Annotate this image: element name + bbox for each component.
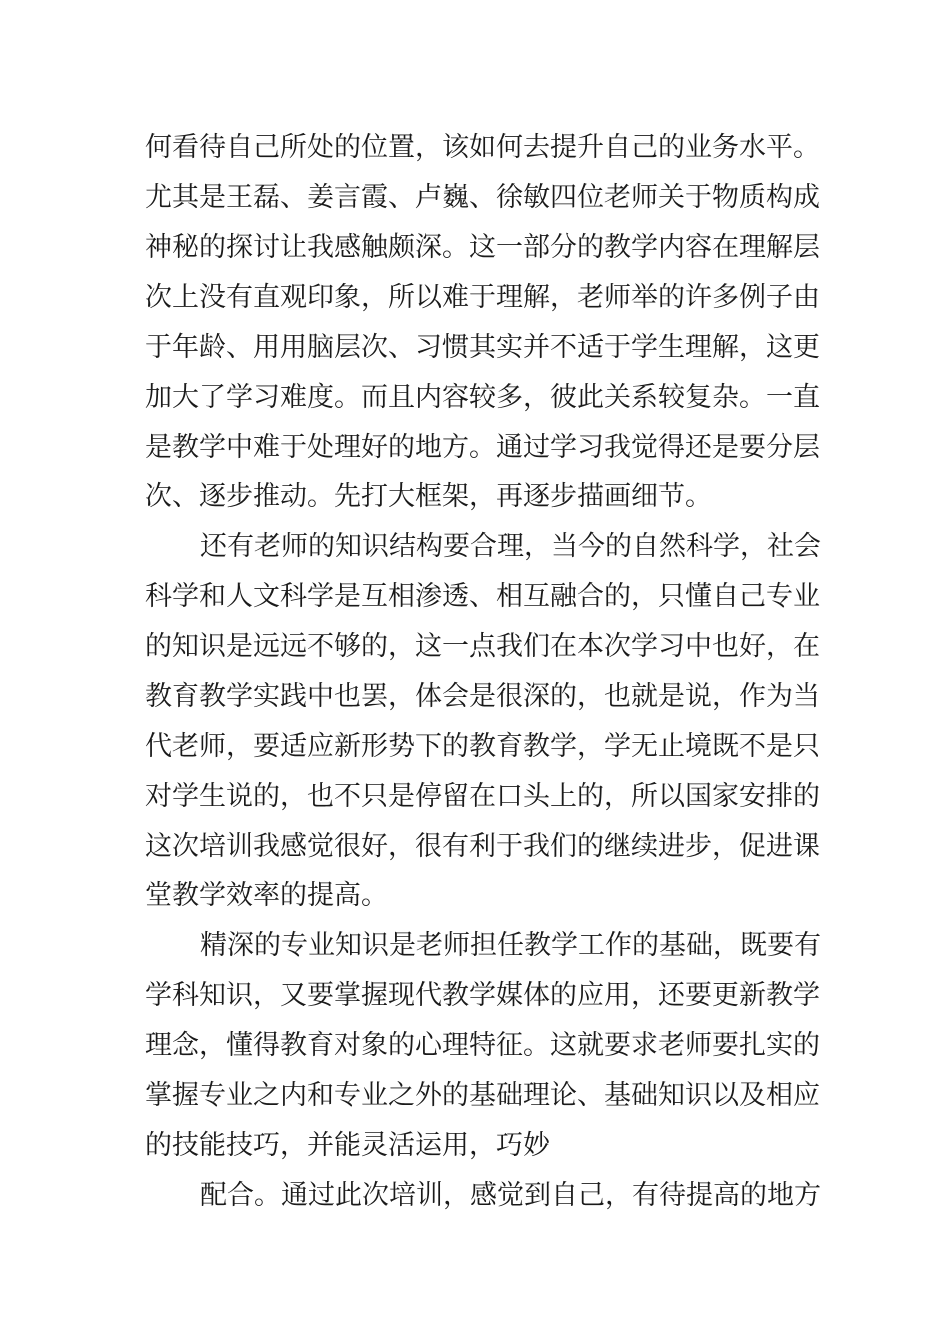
- paragraph-first-line: 配合。通过此次培训，感觉到自己，有待提高的地方: [200, 1180, 821, 1211]
- text-line: 次上没有直观印象，所以难于理解，老师举的许多例子由: [145, 282, 820, 313]
- text-line: 何看待自己所处的位置，该如何去提升自己的业务水平。: [145, 132, 820, 163]
- text-line: 教育教学实践中也罢，体会是很深的，也就是说，作为当: [145, 681, 820, 712]
- text-line: 学科知识，又要掌握现代教学媒体的应用，还要更新教学: [145, 980, 820, 1011]
- text-line: 掌握专业之内和专业之外的基础理论、基础知识以及相应: [145, 1080, 820, 1111]
- text-line: 是教学中难于处理好的地方。通过学习我觉得还是要分层: [145, 432, 820, 463]
- text-line: 堂教学效率的提高。: [145, 880, 388, 911]
- text-line: 代老师，要适应新形势下的教育教学，学无止境既不是只: [145, 731, 820, 762]
- paragraph-first-line: 精深的专业知识是老师担任教学工作的基础，既要有: [200, 930, 821, 961]
- text-line: 对学生说的，也不只是停留在口头上的，所以国家安排的: [145, 781, 820, 812]
- text-line: 加大了学习难度。而且内容较多，彼此关系较复杂。一直: [145, 382, 820, 413]
- text-line: 这次培训我感觉很好，很有利于我们的继续进步，促进课: [145, 831, 820, 862]
- text-line: 神秘的探讨让我感触颇深。这一部分的教学内容在理解层: [145, 232, 820, 263]
- text-line: 科学和人文科学是互相渗透、相互融合的，只懂自己专业: [145, 581, 820, 612]
- text-line: 的技能技巧，并能灵活运用，巧妙: [145, 1130, 550, 1161]
- text-line: 的知识是远远不够的，这一点我们在本次学习中也好，在: [145, 631, 820, 662]
- text-line: 次、逐步推动。先打大框架，再逐步描画细节。: [145, 481, 712, 512]
- text-line: 理念，懂得教育对象的心理特征。这就要求老师要扎实的: [145, 1030, 820, 1061]
- text-line: 于年龄、用用脑层次、习惯其实并不适于学生理解，这更: [145, 332, 820, 363]
- text-line: 尤其是王磊、姜言霞、卢巍、徐敏四位老师关于物质构成: [145, 182, 820, 213]
- paragraph-first-line: 还有老师的知识结构要合理，当今的自然科学，社会: [200, 531, 821, 562]
